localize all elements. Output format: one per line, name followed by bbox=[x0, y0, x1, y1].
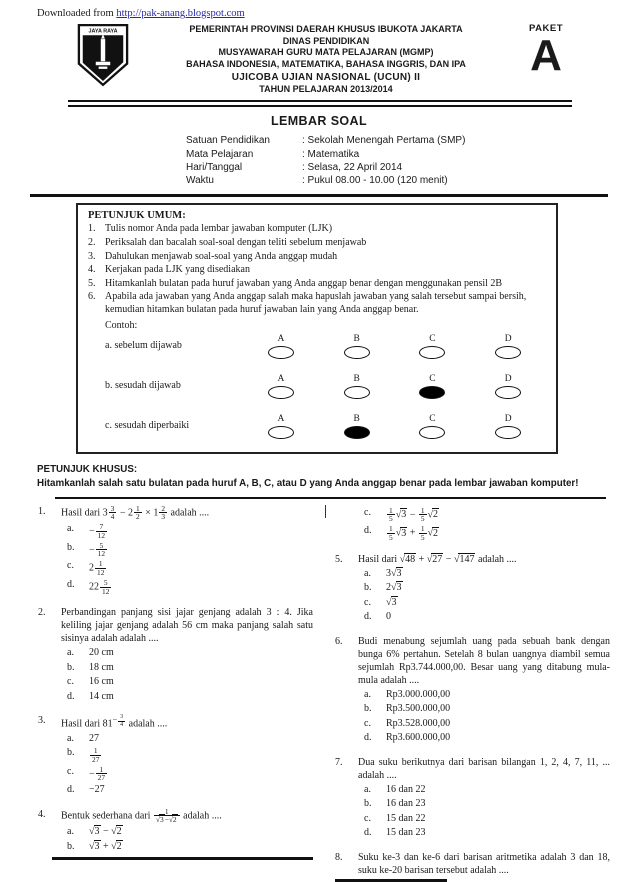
option-b: b. Rp3.500.000,00 bbox=[364, 703, 451, 715]
answer-bubble bbox=[419, 346, 445, 359]
answer-bubble bbox=[495, 426, 521, 439]
instruction-item: 6. Apabila ada jawaban yang Anda anggap salah maka hapuslah jawaban yang salah tersebut sampai bersih, kemudian hitamkan bulatan pada huruf jawaban lain yang Anda anggap benar. bbox=[88, 291, 527, 315]
question-2 bbox=[38, 606, 313, 705]
question-text: Suku ke-3 dan ke-6 dari barisan aritmetika adalah 3 dan 18, suku ke-20 barisan tersebut adalah .... bbox=[358, 851, 610, 876]
option-d: d. 22 $\frac{5}{12}$ bbox=[67, 577, 110, 596]
column-divider bbox=[325, 505, 326, 518]
letterhead-line-1: PEMERINTAH PROVINSI DAERAH KHUSUS IBUKOTA JAKARTA bbox=[189, 24, 463, 34]
question-text: Hasil dari √48 + √27 − √147 adalah .... bbox=[358, 553, 517, 565]
question-number: 1. bbox=[38, 505, 46, 517]
question-8 bbox=[335, 851, 610, 877]
bubble-letter: C bbox=[429, 334, 436, 345]
option-d: d. 0 bbox=[364, 611, 391, 623]
question-number: 5. bbox=[335, 553, 343, 565]
question-1 bbox=[38, 505, 313, 598]
option-d: d. 14 cm bbox=[67, 690, 114, 702]
question-number: 6. bbox=[335, 635, 343, 647]
meta-row-mapel bbox=[186, 148, 638, 161]
example-row-before: a. sebelum dijawab A B C D bbox=[105, 334, 546, 363]
exam-meta bbox=[186, 134, 638, 187]
paket-code: A bbox=[530, 31, 562, 80]
meta-value: : Selasa, 22 April 2014 bbox=[302, 161, 403, 173]
instruction-item: 1. Tulis nomor Anda pada lembar jawaban komputer (LJK) bbox=[88, 223, 333, 235]
instruction-item: 3. Dahulukan menjawab soal-soal yang Anda anggap mudah bbox=[88, 250, 338, 262]
question-number: 8. bbox=[335, 851, 343, 863]
bubble-letter: A bbox=[277, 374, 285, 385]
questions-column-left bbox=[38, 505, 313, 882]
logo-monas-plinth bbox=[99, 67, 108, 69]
source-link[interactable]: http://pak-anang.blogspot.com bbox=[116, 8, 245, 19]
option-a: a. 27 bbox=[67, 732, 99, 744]
logo-monas-column bbox=[101, 39, 105, 61]
petunjuk-umum-heading: PETUNJUK UMUM: bbox=[88, 210, 186, 222]
option-c: c. 16 cm bbox=[67, 676, 114, 688]
meta-label: Satuan Pendidikan bbox=[186, 135, 270, 147]
bubble-letter: D bbox=[504, 414, 512, 425]
example-row-after: b. sesudah dijawab A B C D bbox=[105, 374, 546, 403]
question-number: 7. bbox=[335, 756, 343, 768]
meta-label: Hari/Tanggal bbox=[186, 161, 243, 173]
option-c: c. 15 dan 22 bbox=[364, 812, 426, 824]
option-c: c. √3 bbox=[364, 596, 397, 608]
letterhead-text bbox=[132, 23, 520, 95]
bubble-letter: A bbox=[277, 414, 285, 425]
option-b: b. 2√3 bbox=[364, 582, 402, 594]
option-c: c. Rp3.528.000,00 bbox=[364, 717, 451, 729]
bubble-letter: B bbox=[353, 414, 360, 425]
option-a: a. √3 − √2 bbox=[67, 826, 122, 838]
meta-value: : Matematika bbox=[302, 148, 360, 160]
letterhead-line-4: BAHASA INDONESIA, MATEMATIKA, BAHASA INGGRIS, DAN IPA bbox=[186, 59, 466, 70]
option-d: d. −27 bbox=[67, 784, 105, 796]
instruction-item: 5. Hitamkanlah bulatan pada huruf jawaban yang Anda anggap benar dengan menggunakan pensil 2B bbox=[88, 277, 503, 289]
question-4 bbox=[38, 808, 313, 856]
question-number: 4. bbox=[38, 808, 46, 820]
option-c: c. $\frac{1}{5}$ √3 − $\frac{1}{5}$ √2 bbox=[364, 505, 439, 524]
question-4-continuation bbox=[335, 505, 610, 544]
question-7 bbox=[335, 756, 610, 842]
question-number: 3. bbox=[38, 715, 46, 727]
petunjuk-khusus-text: Hitamkanlah salah satu bulatan pada huruf A, B, C, atau D yang Anda anggap benar pada lembar jawaban komputer! bbox=[37, 478, 579, 490]
option-a: a. 20 cm bbox=[67, 647, 114, 659]
option-d: d. Rp3.600.000,00 bbox=[364, 732, 451, 744]
option-b: b. − $\frac{5}{12}$ bbox=[67, 540, 106, 559]
source-note bbox=[0, 0, 638, 19]
letterhead-line-5: UJICOBA UJIAN NASIONAL (UCUN) II bbox=[231, 71, 421, 83]
question-text: Budi menabung sejumlah uang pada sebuah bank dengan bunga 6% pertahun. Setelah 8 bulan uangnya diambil semua sejumlah Rp3.744.000,00. Besar uang yang ditabung mula-mula adalah .... bbox=[358, 635, 610, 686]
option-c: c. 2 $\frac{1}{12}$ bbox=[67, 559, 105, 578]
logo-monas-base bbox=[96, 62, 110, 65]
petunjuk-khusus-heading: PETUNJUK KHUSUS: bbox=[37, 464, 138, 476]
questions-top-rule bbox=[55, 497, 606, 499]
answer-bubble bbox=[419, 386, 445, 399]
option-a: a. Rp3.000.000,00 bbox=[364, 688, 451, 700]
letterhead-line-6: TAHUN PELAJARAN 2013/2014 bbox=[259, 83, 393, 94]
answer-bubble bbox=[495, 386, 521, 399]
bubble-letter: D bbox=[504, 374, 512, 385]
answer-bubble bbox=[495, 346, 521, 359]
paket-label: PAKET bbox=[529, 23, 563, 34]
question-text: Hasil dari 3 $\frac{3}{4}$ − 2 $\frac{1}{2}$ × 1 $\frac{2}{3}$ adalah .... bbox=[61, 503, 210, 522]
petunjuk-umum-box bbox=[76, 203, 558, 454]
paket-box bbox=[520, 23, 572, 80]
option-b: b. 18 cm bbox=[67, 661, 114, 673]
source-note-prefix: Downloaded from bbox=[37, 8, 117, 19]
letterhead-line-2: DINAS PENDIDIKAN bbox=[282, 35, 370, 46]
scan-page-edge-line bbox=[52, 857, 313, 860]
question-number: 2. bbox=[38, 607, 46, 619]
option-a: a. 16 dan 22 bbox=[364, 783, 426, 795]
meta-value: : Sekolah Menengah Pertama (SMP) bbox=[302, 135, 466, 147]
example-row-corrected: c. sesudah diperbaiki A B C D bbox=[105, 414, 546, 443]
option-b: b. $\frac{1}{27}$ bbox=[67, 746, 100, 764]
questions-area bbox=[38, 505, 610, 882]
option-d: d. $\frac{1}{5}$ √3 + $\frac{1}{5}$ √2 bbox=[364, 524, 439, 542]
bubble-letter: A bbox=[277, 334, 285, 345]
answer-bubble bbox=[344, 386, 370, 399]
bubble-letter: C bbox=[429, 414, 436, 425]
question-5 bbox=[335, 553, 610, 626]
meta-row-hari bbox=[186, 161, 638, 174]
jakarta-coat-of-arms-logo bbox=[76, 23, 132, 92]
question-text: Dua suku berikutnya dari barisan bilangan 1, 2, 4, 7, 11, ... adalah .... bbox=[358, 756, 610, 781]
question-text: Perbandingan panjang sisi jajar genjang adalah 3 : 4. Jika keliling jajar genjang adalah 56 cm maka panjang salah satu sisinya adalah adalah .... bbox=[61, 607, 313, 645]
meta-bottom-rule bbox=[30, 194, 608, 197]
logo-motto-text: JAYA RAYA bbox=[88, 28, 118, 35]
answer-bubble bbox=[344, 346, 370, 359]
answer-bubble bbox=[268, 346, 294, 359]
option-d: d. 15 dan 23 bbox=[364, 827, 426, 839]
bubble-letter: D bbox=[504, 334, 512, 345]
meta-label: Mata Pelajaran bbox=[186, 148, 254, 160]
answer-bubble bbox=[268, 386, 294, 399]
question-text: Hasil dari $81^{- \frac{3}{4}}$ adalah .... bbox=[61, 714, 168, 730]
bubble-letter: B bbox=[353, 334, 360, 345]
scan-page-edge-line bbox=[335, 879, 447, 882]
instruction-item: 4. Kerjakan pada LJK yang disediakan bbox=[88, 264, 250, 276]
option-a: a. 3√3 bbox=[364, 567, 402, 579]
option-b: b. √3 + √2 bbox=[67, 840, 122, 852]
petunjuk-khusus bbox=[37, 463, 608, 491]
bubble-letter: C bbox=[429, 374, 436, 385]
answer-bubble bbox=[419, 426, 445, 439]
question-3 bbox=[38, 714, 313, 798]
answer-bubble bbox=[344, 426, 370, 439]
option-c: c. − $\frac{1}{27}$ bbox=[67, 764, 106, 783]
question-text: Bentuk sederhana dari $\frac{1}{√3-√2}$ adalah .... bbox=[61, 806, 222, 825]
option-a: a. − $\frac{7}{12}$ bbox=[67, 522, 106, 540]
meta-row-satuan bbox=[186, 134, 638, 147]
contoh-label: Contoh: bbox=[105, 319, 138, 331]
option-b: b. 16 dan 23 bbox=[364, 798, 426, 810]
meta-label: Waktu bbox=[186, 175, 214, 186]
question-6 bbox=[335, 635, 610, 747]
bubble-letter: B bbox=[353, 374, 360, 385]
meta-row-waktu bbox=[186, 174, 638, 187]
header-double-rule bbox=[68, 100, 572, 107]
meta-value: : Pukul 08.00 - 10.00 (120 menit) bbox=[302, 175, 448, 186]
instruction-item: 2. Periksalah dan bacalah soal-soal dengan teliti sebelum menjawab bbox=[88, 237, 367, 248]
answer-bubble bbox=[268, 426, 294, 439]
letterhead-line-3: MUSYAWARAH GURU MATA PELAJARAN (MGMP) bbox=[218, 47, 434, 58]
letterhead bbox=[76, 23, 572, 95]
page-title: LEMBAR SOAL bbox=[270, 114, 368, 129]
questions-column-right bbox=[335, 505, 610, 882]
